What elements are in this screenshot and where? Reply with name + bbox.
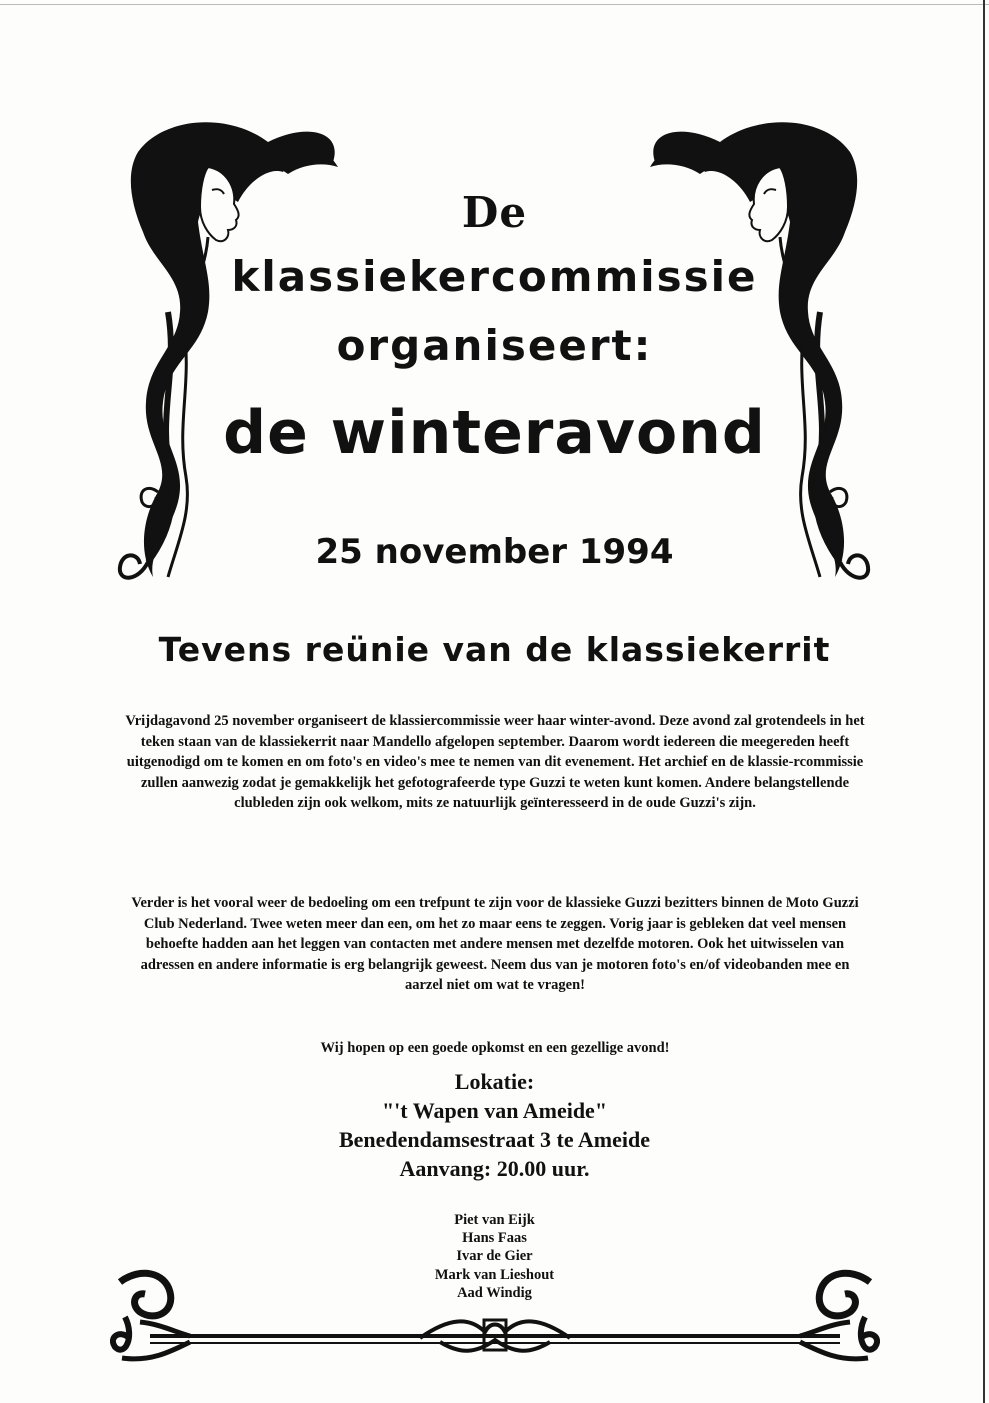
signatory: Mark van Lieshout [434, 1266, 555, 1283]
event-date: 25 november 1994 [315, 532, 674, 572]
start-time: Aanvang: 20.00 uur. [399, 1156, 590, 1181]
paragraph-closing: Wij hopen op een goede opkomst en een gezellige avond! [320, 1040, 670, 1056]
signatory: Aad Windig [457, 1284, 532, 1301]
main-title: de winteravond [223, 398, 766, 468]
signatory: Piet van Eijk [454, 1212, 535, 1228]
location-venue: "'t Wapen van Ameide" [381, 1098, 608, 1123]
signatory: Ivar de Gier [456, 1248, 533, 1265]
paragraph-details: Verder is het vooral weer de bedoeling om een trefpunt te zijn voor de klassieke Guzzi bezitters binnen de Moto Guzzi Club Nederland. Twee weten meer dan een, om het zo maar eens te zeggen. Vorig jaar is gebleken dat veel mensen behoefte hadden aan het leggen van contacten met andere mensen met dezelfde motoren. Ook het uitwisselen van adressen en andere informatie is erg belangrijk geweest. Neem dus van je motoren foto's en/of videobanden mee en aarzel niet om wat te vragen! [131, 895, 859, 994]
scan-edge-top [0, 4, 989, 5]
title-organiseert: organiseert: [336, 321, 653, 370]
title-klassiekercommissie: klassiekercommissie [231, 252, 758, 301]
location-heading: Lokatie: [454, 1069, 535, 1094]
signatory: Hans Faas [462, 1230, 527, 1247]
location-address: Benedendamsestraat 3 te Ameide [338, 1127, 650, 1152]
subtitle: Tevens reünie van de klassiekerrit [158, 630, 831, 669]
ornamental-border-icon [110, 1262, 880, 1374]
paragraph-intro: Vrijdagavond 25 november organiseert de klassiercommissie weer haar winter-avond. Deze avond zal grotendeels in het teken staan van de klassiekerrit naar Mandello afgelopen september. Daarom wordt iedereen die meegereden heeft uitgenodigd om te komen en om foto's en video's mee te nemen van dit evenement. Het archief en de klassie-rcommissie zullen aanwezig zodat je gemakkelijk het gefotografeerde type Guzzi te weten kunt komen. Andere belangstellende clubleden zijn ook welkom, mits ze natuurlijk geïnteresseerd in de oude Guzzi's zijn. [125, 713, 865, 812]
title-de: De [461, 188, 528, 237]
